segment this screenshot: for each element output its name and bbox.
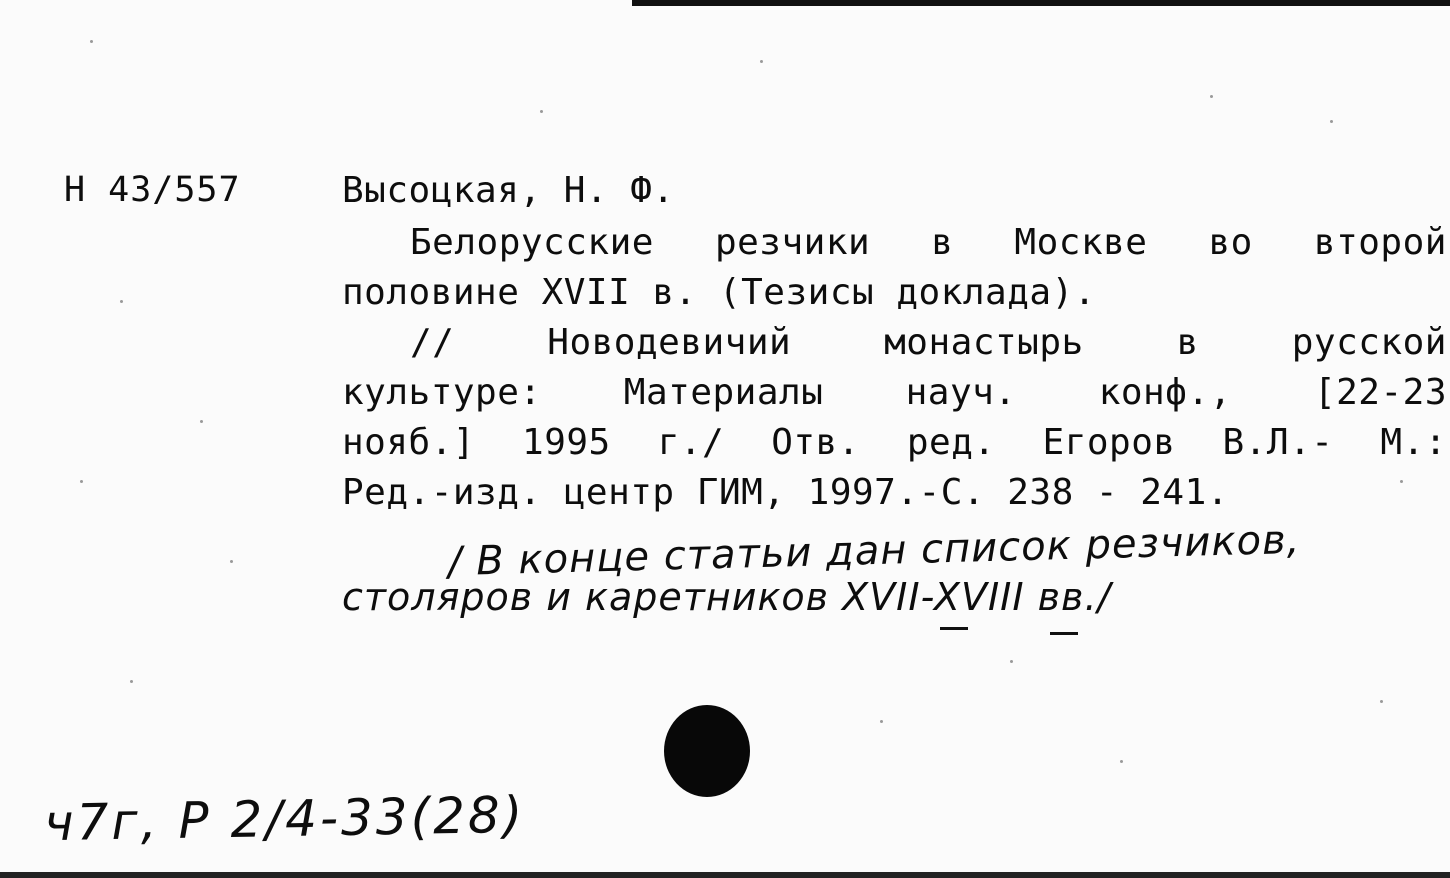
source-word: М.: xyxy=(1380,422,1447,463)
source-word: [22-23 xyxy=(1313,372,1447,413)
source-word: русской xyxy=(1291,322,1447,363)
source-word: науч. xyxy=(905,372,1017,413)
underline-mark xyxy=(1050,632,1078,635)
card-top-edge xyxy=(632,0,1450,6)
source-line-1 xyxy=(410,322,1447,363)
source-word: // xyxy=(410,322,455,363)
title-word: в xyxy=(931,222,954,263)
underline-mark xyxy=(940,627,968,630)
punched-hole xyxy=(664,705,750,797)
source-word: нояб.] xyxy=(342,422,476,463)
source-word: Новодевичий xyxy=(547,322,792,363)
source-word: г./ xyxy=(657,422,725,463)
source-word: в xyxy=(1176,322,1199,363)
source-word: 1995 xyxy=(522,422,611,463)
source-word: культуре: xyxy=(342,372,542,413)
source-word: конф., xyxy=(1098,372,1232,413)
author-heading: Высоцкая, Н. Ф. xyxy=(342,170,675,211)
title-word: во xyxy=(1208,222,1253,263)
call-number: Н 43/557 xyxy=(64,170,241,210)
title-word: второй xyxy=(1313,222,1447,263)
handwritten-note-line-2: столяров и каретников XVII-XVIII вв./ xyxy=(342,575,1112,619)
handwritten-note-line-1: / В конце статьи дан список резчиков, xyxy=(447,516,1301,586)
source-word: монастырь xyxy=(884,322,1084,363)
title-word: Белорусские xyxy=(410,222,654,263)
title-line-2: половине XVII в. (Тезисы доклада). xyxy=(342,272,1096,313)
source-line-2 xyxy=(342,372,1447,413)
title-word: Москве xyxy=(1014,222,1148,263)
shelf-mark: ч7г, Р 2/4-33(28) xyxy=(43,785,526,853)
source-word: В.Л.- xyxy=(1222,422,1334,463)
source-word: Отв. xyxy=(771,422,860,463)
title-line-1 xyxy=(410,222,1447,263)
source-word: ред. xyxy=(906,422,996,463)
card-bottom-edge xyxy=(0,872,1450,878)
source-word: Егоров xyxy=(1042,422,1176,463)
source-line-4: Ред.-изд. центр ГИМ, 1997.-С. 238 - 241. xyxy=(342,472,1229,513)
title-word: резчики xyxy=(714,222,871,263)
source-line-3 xyxy=(342,422,1447,463)
source-word: Материалы xyxy=(623,372,824,413)
